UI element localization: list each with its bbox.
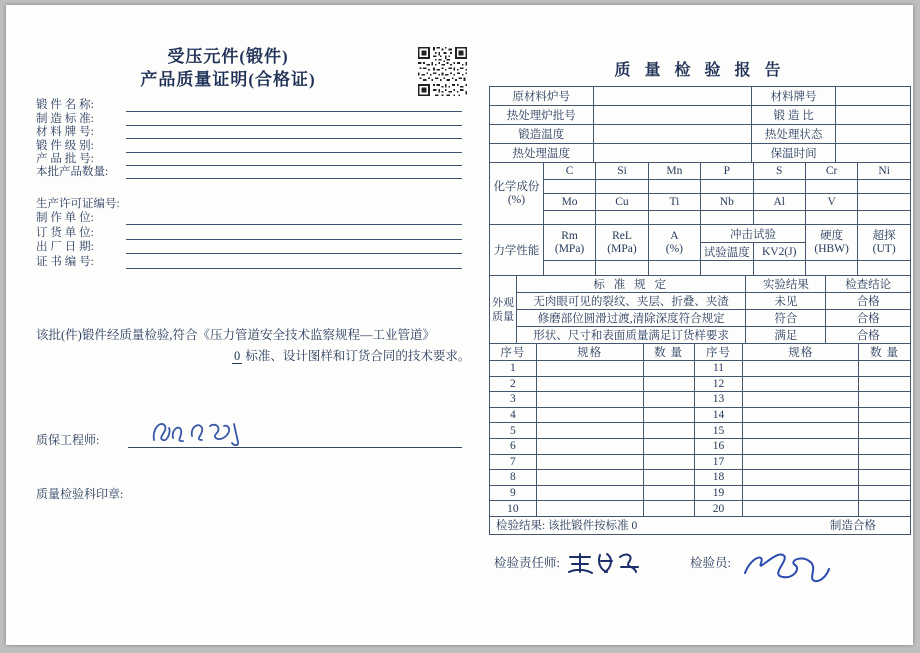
serial-no: 9 <box>490 485 537 501</box>
blank-cell <box>643 454 694 470</box>
spec-row <box>490 438 911 454</box>
inspection-result-row <box>490 516 911 534</box>
blank-cell <box>858 194 911 211</box>
info-row <box>490 125 911 144</box>
certificate-fields-block-1 <box>36 99 462 179</box>
chem-values-row-1 <box>490 180 911 194</box>
element-Nb: Nb <box>701 194 753 211</box>
serial-header-row <box>490 344 911 361</box>
field-label: 生产许可证编号: <box>36 197 120 210</box>
appearance-row <box>490 327 911 344</box>
blank-cell <box>859 501 911 517</box>
requirement-text: 无肉眼可见的裂纹、夹层、折叠、夹渣 <box>516 293 745 310</box>
col-specification: 规格 <box>743 344 859 361</box>
blank-cell <box>536 361 643 377</box>
col-impact-test: 冲击试验 <box>701 225 806 243</box>
blank-cell <box>536 438 643 454</box>
blank-cell <box>648 180 700 194</box>
appearance-row <box>490 310 911 327</box>
inspector-chief-label: 检验责任师: <box>494 556 560 570</box>
blank-cell <box>643 485 694 501</box>
conformity-statement <box>36 325 471 367</box>
serial-no: 20 <box>694 501 743 517</box>
col-A: A (%) <box>648 225 700 261</box>
element-P: P <box>701 163 753 180</box>
serial-no: 2 <box>490 376 537 392</box>
result-value: 满足 <box>746 327 826 344</box>
blank-cell <box>536 392 643 408</box>
blank-cell <box>858 180 911 194</box>
field-blank-line <box>126 127 462 139</box>
serial-no: 19 <box>694 485 743 501</box>
blank-cell <box>836 106 911 125</box>
serial-no: 5 <box>490 423 537 439</box>
blank-cell <box>643 407 694 423</box>
blank-cell <box>859 470 911 486</box>
field-blank-line <box>126 114 462 126</box>
info-row <box>490 87 911 106</box>
field-blank-line <box>126 167 462 179</box>
blank-cell <box>753 180 805 194</box>
col-ut: 超探 (UT) <box>858 225 911 261</box>
field-label: 制 作 单 位: <box>36 212 94 225</box>
label-forging-ratio: 锻 造 比 <box>752 106 836 125</box>
blank-cell <box>859 454 911 470</box>
spec-row <box>490 470 911 486</box>
mech-values-row <box>490 261 911 276</box>
blank-cell <box>536 485 643 501</box>
col-test-result: 实验结果 <box>746 276 826 293</box>
element-C: C <box>543 163 595 180</box>
serial-no: 7 <box>490 454 537 470</box>
blank-cell <box>836 144 911 163</box>
blank-cell <box>836 125 911 144</box>
element-Cr: Cr <box>805 163 857 180</box>
qa-engineer-label: 质保工程师: <box>36 433 100 447</box>
statement-standard-number: 0 <box>234 349 241 363</box>
conclusion-value: 合格 <box>826 327 911 344</box>
blank-cell <box>643 501 694 517</box>
requirement-text: 形状、尺寸和表面质量满足订货样要求 <box>516 327 745 344</box>
spec-row <box>490 392 911 408</box>
blank-cell <box>743 361 859 377</box>
label-heat-treat-temperature: 热处理温度 <box>490 144 594 163</box>
blank-cell <box>596 261 648 276</box>
blank-cell <box>859 376 911 392</box>
blank-cell <box>701 180 753 194</box>
inspection-result-table <box>489 516 911 535</box>
field-blank-line <box>126 100 462 112</box>
blank-cell <box>536 470 643 486</box>
qr-code-icon <box>418 47 467 96</box>
inspection-result-text: 检验结果: 该批锻件按标准 0 <box>490 516 818 534</box>
blank-cell <box>805 180 857 194</box>
col-quantity: 数 量 <box>859 344 911 361</box>
specification-quantity-table <box>489 343 911 517</box>
conclusion-value: 合格 <box>826 293 911 310</box>
serial-no: 6 <box>490 438 537 454</box>
field-blank-line <box>126 141 462 153</box>
blank-cell <box>859 392 911 408</box>
blank-cell <box>643 361 694 377</box>
serial-no: 16 <box>694 438 743 454</box>
blank-cell <box>543 180 595 194</box>
col-serial-no: 序号 <box>694 344 743 361</box>
spec-row <box>490 361 911 377</box>
blank-cell <box>859 423 911 439</box>
col-serial-no: 序号 <box>490 344 537 361</box>
blank-cell <box>643 470 694 486</box>
spec-row <box>490 485 911 501</box>
info-row <box>490 144 911 163</box>
statement-line1: 该批(件)锻件经质量检验,符合《压力管道安全技术监察规程—工业管道》 <box>36 328 435 342</box>
blank-cell <box>859 407 911 423</box>
field-label: 出 厂 日 期: <box>36 241 94 254</box>
qa-engineer-signature <box>146 416 258 446</box>
blank-cell <box>701 261 753 276</box>
label-holding-time: 保温时间 <box>752 144 836 163</box>
blank-cell <box>643 392 694 408</box>
blank-cell <box>753 211 805 225</box>
serial-no: 14 <box>694 407 743 423</box>
certificate-fields-block-2 <box>36 196 462 269</box>
blank-cell <box>593 87 752 106</box>
field-label: 产 品 批 号: <box>36 152 94 165</box>
field-label: 锻 件 级 别: <box>36 139 94 152</box>
spec-row <box>490 501 911 517</box>
blank-cell <box>743 392 859 408</box>
label-raw-material-heat-no: 原材料炉号 <box>490 87 594 106</box>
col-standard-requirement: 标 准 规 定 <box>516 276 745 293</box>
col-check-conclusion: 检查结论 <box>826 276 911 293</box>
blank-cell <box>648 211 700 225</box>
report-footer <box>494 553 914 585</box>
label-forging-temperature: 锻造温度 <box>490 125 594 144</box>
field-batch-quantity <box>36 166 462 179</box>
certificate-title-line2: 产品质量证明(合格证) <box>140 70 316 89</box>
col-Rm: Rm (MPa) <box>543 225 595 261</box>
field-blank-line <box>126 257 462 269</box>
element-Mn: Mn <box>648 163 700 180</box>
blank-cell <box>536 501 643 517</box>
blank-cell <box>753 261 805 276</box>
blank-cell <box>836 87 911 106</box>
serial-no: 13 <box>694 392 743 408</box>
chem-section-label: 化学成份 (%) <box>490 163 544 225</box>
blank-cell <box>858 261 911 276</box>
blank-cell <box>536 376 643 392</box>
blank-cell <box>858 211 911 225</box>
blank-cell <box>593 144 752 163</box>
qa-engineer-row <box>36 421 462 448</box>
field-label: 材 料 牌 号: <box>36 126 94 139</box>
serial-no: 4 <box>490 407 537 423</box>
blank-cell <box>743 407 859 423</box>
serial-no: 11 <box>694 361 743 377</box>
blank-cell <box>593 106 752 125</box>
blank-cell <box>859 361 911 377</box>
element-S: S <box>753 163 805 180</box>
col-hardness: 硬度 (HBW) <box>805 225 857 261</box>
col-quantity: 数 量 <box>643 344 694 361</box>
blank-cell <box>593 125 752 144</box>
field-label: 证 书 编 号: <box>36 255 94 268</box>
element-Ni: Ni <box>858 163 911 180</box>
blank-cell <box>536 407 643 423</box>
blank-cell <box>536 423 643 439</box>
certificate-title <box>60 45 396 91</box>
blank-cell <box>743 423 859 439</box>
blank-cell <box>596 211 648 225</box>
inspector-label: 检验员: <box>689 556 731 570</box>
element-Al: Al <box>753 194 805 211</box>
label-heat-treat-state: 热处理状态 <box>752 125 836 144</box>
col-kv2: KV2(J) <box>753 243 805 261</box>
conclusion-value: 合格 <box>826 310 911 327</box>
mechanical-properties-table <box>489 224 911 276</box>
inspector-chief-signature <box>564 547 660 581</box>
field-label: 锻 件 名 称: <box>36 99 94 112</box>
mech-section-label: 力学性能 <box>490 225 544 276</box>
spec-row <box>490 423 911 439</box>
appearance-header-row <box>490 276 911 293</box>
spec-row <box>490 376 911 392</box>
requirement-text: 修磨部位圆滑过渡,清除深度符合规定 <box>516 310 745 327</box>
col-specification: 规格 <box>536 344 643 361</box>
element-Mo: Mo <box>543 194 595 211</box>
serial-no: 8 <box>490 470 537 486</box>
statement-line2 <box>36 346 471 367</box>
chemical-composition-table <box>489 162 911 225</box>
blank-cell <box>743 454 859 470</box>
appearance-section-label: 外观质量 <box>490 276 517 344</box>
result-value: 未见 <box>746 293 826 310</box>
material-info-table <box>489 86 911 163</box>
inspection-dept-seal-label: 质量检验科印章: <box>36 487 124 501</box>
mech-header-row-1 <box>490 225 911 243</box>
certificate-title-line1: 受压元件(锻件) <box>167 47 289 66</box>
field-label: 制 造 标 准: <box>36 112 94 125</box>
serial-no: 12 <box>694 376 743 392</box>
inspector-signature <box>737 545 837 585</box>
info-row <box>490 106 911 125</box>
serial-no: 15 <box>694 423 743 439</box>
spec-row <box>490 454 911 470</box>
blank-cell <box>543 211 595 225</box>
blank-cell <box>648 261 700 276</box>
serial-no: 18 <box>694 470 743 486</box>
result-value: 符合 <box>746 310 826 327</box>
blank-cell <box>743 501 859 517</box>
blank-cell <box>743 438 859 454</box>
chem-values-row-2 <box>490 211 911 225</box>
paper-sheet <box>6 5 913 645</box>
field-blank-line <box>126 228 462 240</box>
blank-cell <box>536 454 643 470</box>
qa-signature-line <box>128 421 462 448</box>
element-Ti: Ti <box>648 194 700 211</box>
serial-no: 10 <box>490 501 537 517</box>
blank-cell <box>805 211 857 225</box>
blank-cell <box>643 376 694 392</box>
field-certificate-no <box>36 254 462 269</box>
chem-header-row-2 <box>490 194 911 211</box>
label-heat-treat-furnace-batch: 热处理炉批号 <box>490 106 594 125</box>
blank-cell <box>743 485 859 501</box>
field-label: 订 货 单 位: <box>36 226 94 239</box>
label-material-grade: 材料牌号 <box>752 87 836 106</box>
blank-cell <box>701 211 753 225</box>
spec-row <box>490 407 911 423</box>
appearance-quality-table <box>489 275 911 344</box>
serial-no: 17 <box>694 454 743 470</box>
blank-cell <box>805 261 857 276</box>
field-blank-line <box>126 213 462 225</box>
field-blank-line <box>126 154 462 166</box>
blank-cell <box>859 438 911 454</box>
statement-line2-text: 标准、设计图样和订货合同的技术要求。 <box>245 349 471 363</box>
blank-cell <box>859 485 911 501</box>
col-ReL: ReL (MPa) <box>596 225 648 261</box>
col-test-temperature: 试验温度 <box>701 243 753 261</box>
blank-cell <box>743 376 859 392</box>
serial-no: 1 <box>490 361 537 377</box>
blank-cell <box>543 261 595 276</box>
inspection-report-table <box>489 87 911 535</box>
blank-cell <box>596 180 648 194</box>
element-V: V <box>805 194 857 211</box>
field-blank <box>140 200 462 211</box>
field-label: 本批产品数量: <box>36 166 109 179</box>
blank-cell <box>643 423 694 439</box>
chem-header-row-1 <box>490 163 911 180</box>
blank-cell <box>743 470 859 486</box>
blank-cell <box>643 438 694 454</box>
serial-no: 3 <box>490 392 537 408</box>
element-Si: Si <box>596 163 648 180</box>
element-Cu: Cu <box>596 194 648 211</box>
appearance-row <box>490 293 911 310</box>
field-blank-line <box>126 242 462 254</box>
manufacture-qualified-text: 制造合格 <box>818 516 911 534</box>
report-title: 质 量 检 验 报 告 <box>614 62 786 79</box>
